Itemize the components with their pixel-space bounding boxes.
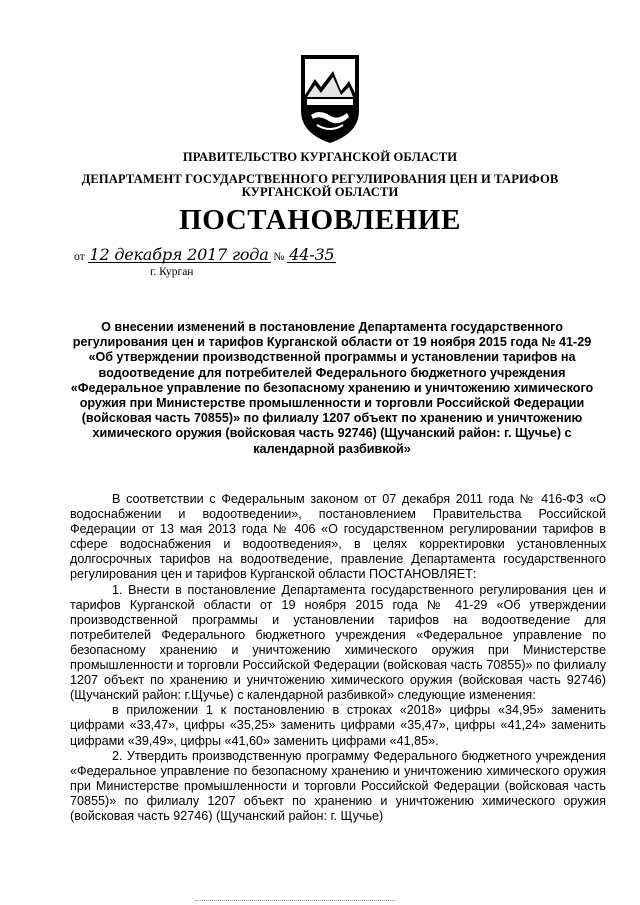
scan-edge-mark (195, 900, 395, 902)
item-1-paragraph: 1. Внести в постановление Департамента государственного регулирования цен и тарифов Курганской области от 19 ноября 2015 года № 41-29 «Об утверждении производственной программы и установлении тарифов на водоотведение для потребителей Федерального бюджетного учреждения «Федеральное управление по безопасному хранению и уничтожению химического оружия при Министерстве промышленности и торговли Российской Федерации (войсковая часть 70855)» по филиалу 1207 объект по хранению и уничтожению химического оружия (войсковая часть 92746) (Щучанский район: г.Щучье) с календарной разбивкой» следующие изменения: (70, 582, 606, 703)
government-name: ПРАВИТЕЛЬСТВО КУРГАНСКОЙ ОБЛАСТИ (182, 150, 458, 164)
coat-of-arms-icon (297, 53, 363, 145)
item-2-paragraph: 2. Утвердить производственную программу Федерального бюджетного учреждения «Федеральное управление по безопасному хранению и уничтожению химического оружия при Министерстве промышленности и торговли Российской Федерации (войсковая часть 70855)» по филиалу 1207 объект по хранению и уничтожению химического оружия (войсковая часть 92746) (Щучанский район: г. Щучье) (70, 748, 606, 823)
dateline (74, 247, 336, 263)
from-label: от (74, 251, 85, 263)
handwritten-number: 44-35 (289, 245, 335, 264)
resolution-body (70, 492, 606, 824)
number-label: № (273, 251, 285, 263)
handwritten-date: 12 декабря 2017 года (89, 245, 269, 264)
city-label: г. Курган (150, 266, 194, 278)
department-name-line1: ДЕПАРТАМЕНТ ГОСУДАРСТВЕННОГО РЕГУЛИРОВАНИЯ ЦЕН И ТАРИФОВ (81, 172, 559, 186)
resolution-subject: О внесении изменений в постановление Департамента государственного регулирования цен и тарифов Курганской области от 19 ноября 2015 года № 41-29 «Об утверждении производственной программы и установлении тарифов на водоотведение для потребителей Федерального бюджетного учреждения «Федеральное управление по безопасному хранению и уничтожению химического оружия при Министерстве промышленности и торговли Российской Федерации (войсковая часть 70855)» по филиалу 1207 объект по хранению и уничтожению химического оружия (войсковая часть 92746) (Щучанский район: г. Щучье) с календарной разбивкой» (70, 320, 594, 456)
department-name-line2: КУРГАНСКОЙ ОБЛАСТИ (241, 185, 399, 199)
preamble-paragraph: В соответствии с Федеральным законом от 07 декабря 2011 года № 416-ФЗ «О водоснабжении и водоотведении», постановлением Правительства Российской Федерации от 13 мая 2013 года № 406 «О государственном регулировании тарифов в сфере водоснабжения и водоотведения», в целях корректировки установленных долгосрочных тарифов на водоотведение, правление Департамента государственного регулирования цен и тарифов Курганской области ПОСТАНОВЛЯЕТ: (70, 492, 606, 582)
item-1-changes-paragraph: в приложении 1 к постановлению в строках «2018» цифры «34,95» заменить цифрами «33,47», цифры «35,25» заменить цифрами «35,47», цифры «41,24» заменить цифрами «39,49», цифры «41,60» заменить цифрами «41,85». (70, 703, 606, 748)
document-type-title: ПОСТАНОВЛЕНИЕ (179, 204, 461, 236)
